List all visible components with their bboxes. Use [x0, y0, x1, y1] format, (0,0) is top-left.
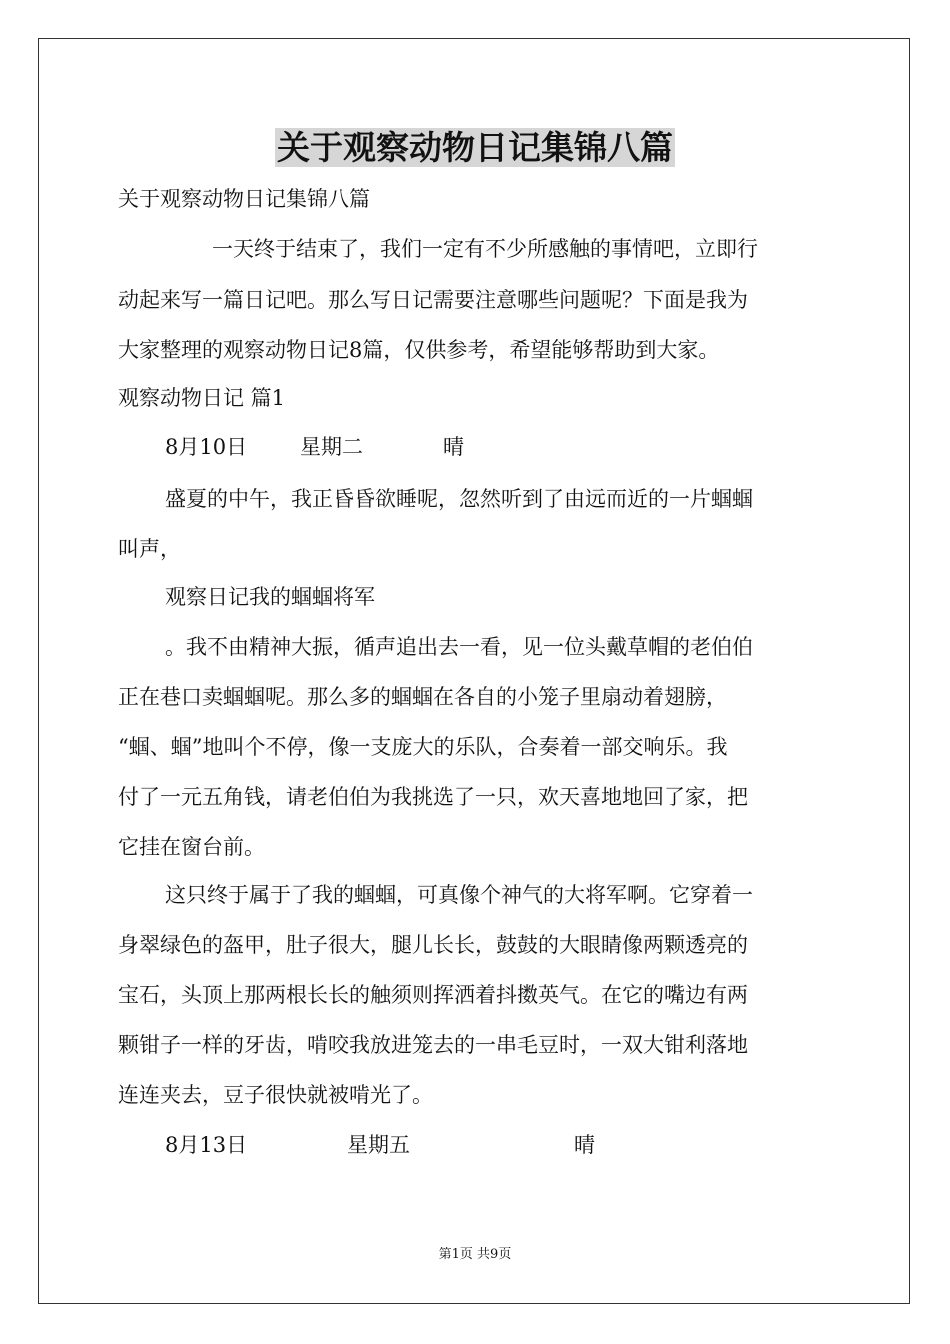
body-line: 这只终于属于了我的蝈蝈，可真像个神气的大将军啊。它穿着一	[165, 883, 753, 907]
body-line: 。我不由精神大振，循声追出去一看，见一位头戴草帽的老伯伯	[165, 635, 753, 659]
body-line: 正在巷口卖蝈蝈呢。那么多的蝈蝈在各自的小笼子里扇动着翅膀，	[118, 685, 727, 709]
inline-subheading: 观察日记我的蝈蝈将军	[165, 585, 375, 609]
document-title: 关于观察动物日记集锦八篇	[277, 128, 673, 167]
body-line: 大家整理的观察动物日记8篇，仅供参考，希望能够帮助到大家。	[118, 338, 720, 362]
body-line: 身翠绿色的盔甲，肚子很大，腿儿长长，鼓鼓的大眼睛像两颗透亮的	[118, 933, 748, 957]
page-number-footer: 第1页 共9页	[438, 1247, 512, 1262]
entry-weather: 晴	[443, 435, 464, 459]
body-line: “蝈、蝈”地叫个不停，像一支庞大的乐队，合奏着一部交响乐。我	[118, 735, 728, 759]
entry-weekday: 星期五	[347, 1133, 410, 1157]
section-heading: 观察动物日记 篇1	[118, 386, 286, 410]
body-line: 颗钳子一样的牙齿，啃咬我放进笼去的一串毛豆时，一双大钳利落地	[118, 1033, 748, 1057]
entry-weekday: 星期二	[300, 435, 363, 459]
page-border	[38, 38, 910, 1304]
body-line: 盛夏的中午，我正昏昏欲睡呢，忽然听到了由远而近的一片蝈蝈	[165, 487, 753, 511]
body-line: 它挂在窗台前。	[118, 835, 265, 859]
body-line: 一天终于结束了，我们一定有不少所感触的事情吧，立即行	[212, 237, 758, 261]
body-line: 动起来写一篇日记吧。那么写日记需要注意哪些问题呢？下面是我为	[118, 288, 748, 312]
entry-date: 8月10日	[165, 435, 248, 459]
entry-date: 8月13日	[165, 1133, 248, 1157]
body-line: 付了一元五角钱，请老伯伯为我挑选了一只，欢天喜地地回了家，把	[118, 785, 748, 809]
body-line: 叫声，	[118, 537, 181, 561]
body-line: 宝石，头顶上那两根长长的触须则挥洒着抖擞英气。在它的嘴边有两	[118, 983, 748, 1007]
entry-weather: 晴	[574, 1133, 595, 1157]
subtitle-line: 关于观察动物日记集锦八篇	[118, 187, 370, 211]
body-line: 连连夹去，豆子很快就被啃光了。	[118, 1083, 433, 1107]
